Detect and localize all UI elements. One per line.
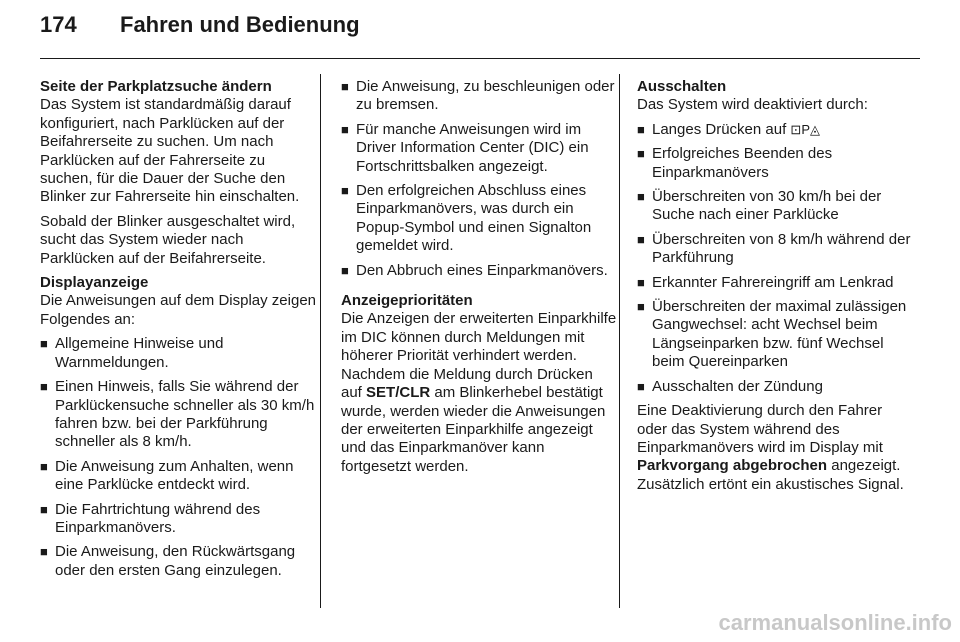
section-heading-switch-off: Ausschalten [637, 78, 727, 95]
paragraph: Das System ist standardmäßig darauf konfiguriert, nach Parklücken auf der Beifahrerseite zu suchen. Um nach Parklücken auf der Fahrerseite zu suchen, für die Dauer der Suche den Blinker zur Fahrerseite hin einschalten. [40, 96, 300, 206]
header-rule [40, 58, 920, 59]
page-title: Fahren und Bedienung [120, 12, 360, 37]
column-divider-1 [320, 74, 321, 608]
cancel-message-label: Parkvorgang abgebrochen [637, 457, 828, 475]
list-item: ■ Überschreiten von 8 km/h während der Parkführung [637, 230, 911, 267]
column-1 [40, 78, 316, 586]
paragraph: Eine Deaktivierung durch den Fahrer oder das System während des Einparkmanövers wird im Display mit Parkvorgang abgebrochen angezeigt. Zusätzlich ertönt ein akustisches Signal. [637, 402, 904, 493]
watermark: carmanualsonline.info [718, 610, 952, 635]
page-number: 174 [40, 12, 77, 37]
list-item: ■ Die Anweisung, den Rückwärtsgang oder den ersten Gang einzulegen. [40, 543, 296, 579]
list-item: ■ Überschreiten von 30 km/h bei der Suche nach einer Parklücke [637, 188, 882, 224]
list-item: ■ Erkannter Fahrereingriff am Lenkrad [637, 273, 894, 291]
bullet-icon: ■ [40, 336, 48, 352]
list-item: ■ Überschreiten der maximal zulässigen Gangwechsel: acht Wechsel beim Längseinparken bzw. fünf Wechsel beim Quereinparken [637, 298, 907, 371]
bullet-icon: ■ [40, 501, 48, 517]
bullet-icon: ■ [341, 183, 349, 199]
bullet-icon: ■ [341, 262, 349, 278]
section-heading-parking-side: Seite der Parkplatzsuche ändern [40, 78, 272, 95]
column-divider-2 [619, 74, 620, 608]
page-header [40, 12, 920, 38]
column-3 [637, 78, 913, 500]
set-clr-label: SET/CLR [366, 384, 431, 402]
paragraph: Die Anweisungen auf dem Display zeigen Folgendes an: [40, 292, 316, 328]
bullet-icon: ■ [341, 121, 349, 137]
list-item: ■ Einen Hinweis, falls Sie während der Parklückensuche schneller als 30 km/h fahren bzw. bei der Parkführung schneller als 8 km/h. [40, 378, 315, 451]
section-heading-priorities: Anzeigeprioritäten [341, 292, 473, 310]
bullet-icon: ■ [637, 378, 645, 394]
list-item: ■ Die Anweisung, zu beschleunigen oder zu bremsen. [341, 78, 615, 114]
list-item: ■ Die Fahrtrichtung während des Einparkmanövers. [40, 500, 261, 536]
list-item: ■ Den erfolgreichen Abschluss eines Einparkmanövers, was durch ein Popup-Symbol und einen Signalton gemeldet wird. [341, 182, 592, 255]
parking-assist-icon: ⊡P◬ [790, 121, 820, 137]
bullet-icon: ■ [341, 79, 349, 94]
section-heading-display: Displayanzeige [40, 274, 149, 292]
bullet-icon: ■ [637, 146, 645, 162]
bullet-icon: ■ [637, 189, 645, 205]
list-item: ■ Den Abbruch eines Einparkmanövers. [341, 261, 608, 279]
list-item: ■ Ausschalten der Zündung [637, 377, 823, 395]
paragraph: Das System wird deaktiviert durch: [637, 96, 868, 114]
bullet-icon: ■ [637, 274, 645, 290]
bullet-icon: ■ [637, 299, 645, 315]
list-item: ■ Allgemeine Hinweise und Warnmeldungen. [40, 335, 224, 371]
bullet-icon: ■ [40, 458, 48, 474]
paragraph: Sobald der Blinker ausgeschaltet wird, sucht das System wieder nach Parklücken auf der Beifahrerseite. [40, 212, 296, 267]
bullet-icon: ■ [40, 544, 48, 560]
list-item: ■ Für manche Anweisungen wird im Driver Information Center (DIC) ein Fortschrittsbalken angezeigt. [341, 120, 589, 175]
list-item: ■ Die Anweisung zum Anhalten, wenn eine Parklücke entdeckt wird. [40, 457, 294, 494]
paragraph: Die Anzeigen der erweiterten Einparkhilfe im DIC können durch Meldungen mit höherer Priorität verhindert werden. Nachdem die Meldung durch Drücken auf SET/CLR am Blinkerhebel bestätigt wurde, werden wieder die Anweisungen der erweiterten Einparkhilfe angezeigt und das Einparkmanöver kann fortgesetzt werden. [341, 310, 617, 475]
bullet-icon: ■ [637, 231, 645, 247]
column-2 [341, 78, 617, 482]
list-item: ■ Erfolgreiches Beenden des Einparkmanövers [637, 145, 833, 181]
list-item: ■ Langes Drücken auf ⊡P◬ [637, 120, 820, 138]
bullet-icon: ■ [40, 379, 48, 395]
bullet-icon: ■ [637, 121, 645, 137]
